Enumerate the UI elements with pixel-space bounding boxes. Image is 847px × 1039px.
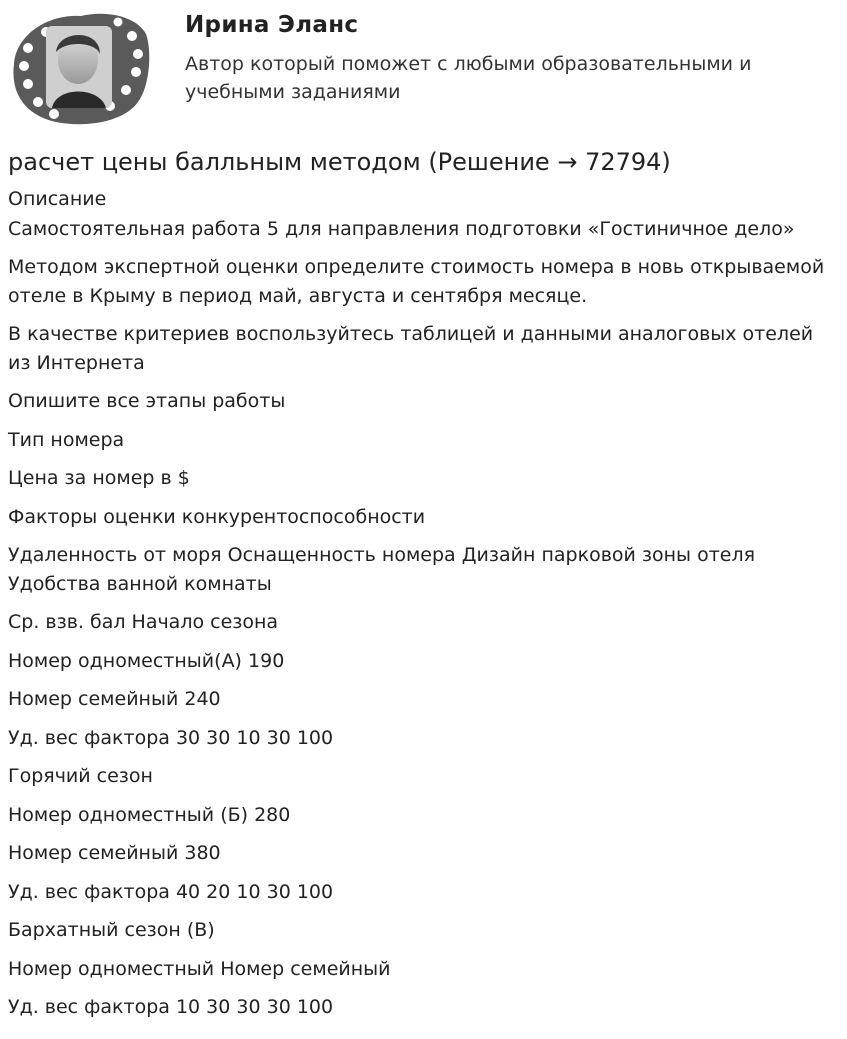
paragraph: Уд. вес фактора 30 30 10 30 100 bbox=[8, 727, 334, 749]
paragraph: Уд. вес фактора 40 20 10 30 100 bbox=[8, 881, 334, 903]
description-heading: Описание bbox=[8, 188, 107, 210]
document-title: расчет цены балльным методом (Решение → 72794) bbox=[8, 148, 671, 176]
paragraph: Тип номера bbox=[8, 429, 125, 451]
author-avatar[interactable] bbox=[6, 6, 152, 128]
paragraph: Номер одноместный(А) 190 bbox=[8, 650, 285, 672]
author-description: Автор который поможет с любыми образовательными и учебными заданиями bbox=[185, 53, 752, 103]
paragraph: Методом экспертной оценки определите стоимость номера в новь открываемой отеле в Крыму в период май, августа и сентября месяце. bbox=[8, 256, 825, 307]
paragraph: Уд. вес фактора 10 30 30 30 100 bbox=[8, 996, 334, 1018]
paragraph: Опишите все этапы работы bbox=[8, 390, 286, 412]
author-card bbox=[0, 0, 847, 130]
author-name[interactable]: Ирина Эланс bbox=[185, 12, 359, 38]
paragraph: Номер одноместный Номер семейный bbox=[8, 958, 391, 980]
paragraph: Бархатный сезон (В) bbox=[8, 919, 215, 941]
paragraph: В качестве критериев воспользуйтесь таблицей и данными аналоговых отелей из Интернета bbox=[8, 323, 814, 374]
paragraph: Номер одноместный (Б) 280 bbox=[8, 804, 291, 826]
paragraph: Горячий сезон bbox=[8, 765, 153, 787]
paragraph: Ср. взв. бал Начало сезона bbox=[8, 611, 279, 633]
paragraph: Номер семейный 380 bbox=[8, 842, 221, 864]
paragraph: Самостоятельная работа 5 для направления подготовки «Гостиничное дело» bbox=[8, 218, 795, 240]
paragraph: Удаленность от моря Оснащенность номера Дизайн парковой зоны отеля Удобства ванной комнаты bbox=[8, 544, 756, 595]
paragraph: Цена за номер в $ bbox=[8, 467, 190, 489]
paragraph: Номер семейный 240 bbox=[8, 688, 221, 710]
paragraph: Факторы оценки конкурентоспособности bbox=[8, 506, 426, 528]
